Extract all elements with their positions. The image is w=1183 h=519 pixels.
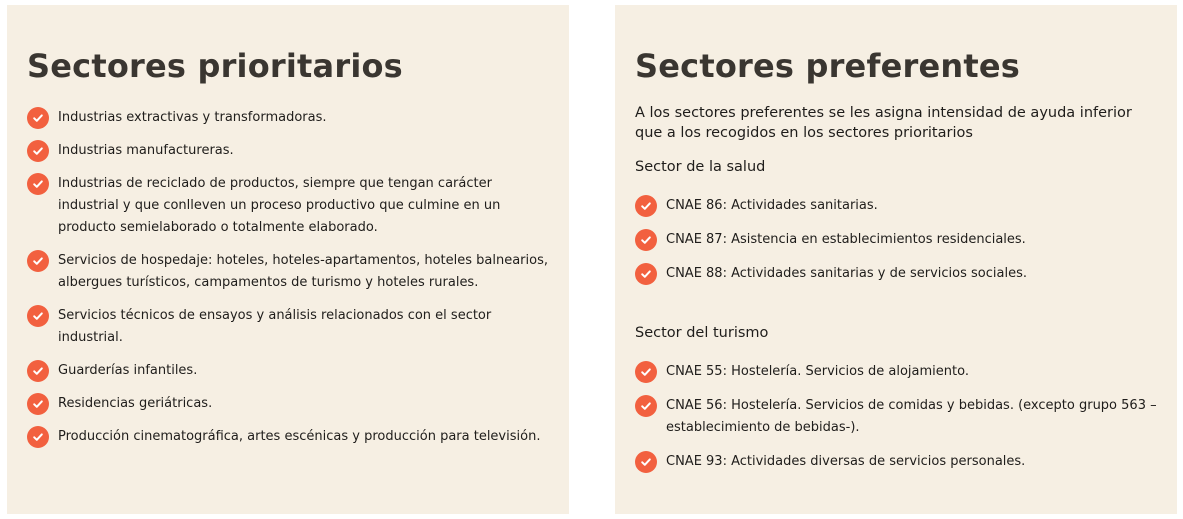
list-item (635, 263, 1157, 285)
list-item-text: Servicios de hospedaje: hoteles, hoteles-apartamentos, hoteles balnearios, albergues turísticos, campamentos de turismo y hoteles rurales. (58, 253, 548, 290)
list-item-text: Servicios técnicos de ensayos y análisis relacionados con el sector industrial. (58, 308, 492, 345)
list-item (27, 107, 549, 129)
list-item (27, 250, 549, 294)
list-item-text: CNAE 56: Hostelería. Servicios de comidas y bebidas. (excepto grupo 563 – establecimiento de bebidas-). (666, 398, 1157, 435)
check-icon (27, 250, 49, 272)
check-icon (27, 173, 49, 195)
check-icon (635, 451, 657, 473)
check-icon (27, 305, 49, 327)
check-icon (27, 393, 49, 415)
check-icon (27, 360, 49, 382)
check-icon (27, 426, 49, 448)
panel-title: Sectores preferentes (635, 47, 1020, 85)
prioritarios-list (27, 107, 549, 448)
list-item-text: Producción cinematográfica, artes escénicas y producción para televisión. (58, 429, 541, 444)
list-item-text: Industrias extractivas y transformadoras. (58, 110, 327, 125)
list-item (635, 451, 1157, 473)
sectores-prioritarios-panel (7, 5, 569, 514)
sectores-preferentes-panel (615, 5, 1177, 514)
salud-list (635, 195, 1157, 285)
list-item (635, 361, 1157, 383)
list-item-text: CNAE 86: Actividades sanitarias. (666, 198, 878, 213)
list-item-text: Residencias geriátricas. (58, 396, 213, 411)
turismo-list (635, 361, 1157, 473)
list-item-text: CNAE 87: Asistencia en establecimientos residenciales. (666, 232, 1026, 247)
list-item-text: Guarderías infantiles. (58, 363, 198, 378)
check-icon (635, 361, 657, 383)
list-item (27, 305, 549, 349)
list-item-text: CNAE 55: Hostelería. Servicios de alojamiento. (666, 364, 969, 379)
check-icon (27, 107, 49, 129)
check-icon (635, 263, 657, 285)
list-item (635, 195, 1157, 217)
check-icon (635, 195, 657, 217)
list-item (27, 426, 549, 448)
intro-text: A los sectores preferentes se les asigna intensidad de ayuda inferior que a los recogidos en los sectores prioritarios (635, 105, 1132, 141)
check-icon (635, 229, 657, 251)
list-item-text: CNAE 93: Actividades diversas de servicios personales. (666, 454, 1026, 469)
list-item (635, 395, 1157, 439)
check-icon (27, 140, 49, 162)
panel-title: Sectores prioritarios (27, 47, 403, 85)
list-item-text: Industrias de reciclado de productos, siempre que tengan carácter industrial y que conlleven un proceso productivo que culmine en un producto semielaborado o totalmente elaborado. (58, 176, 501, 235)
list-item (27, 360, 549, 382)
check-icon (635, 395, 657, 417)
list-item (27, 393, 549, 415)
list-item (635, 229, 1157, 251)
subheading-salud: Sector de la salud (635, 159, 766, 175)
list-item-text: CNAE 88: Actividades sanitarias y de servicios sociales. (666, 266, 1027, 281)
subheading-turismo: Sector del turismo (635, 325, 769, 341)
list-item-text: Industrias manufactureras. (58, 143, 234, 158)
list-item (27, 140, 549, 162)
list-item (27, 173, 549, 239)
